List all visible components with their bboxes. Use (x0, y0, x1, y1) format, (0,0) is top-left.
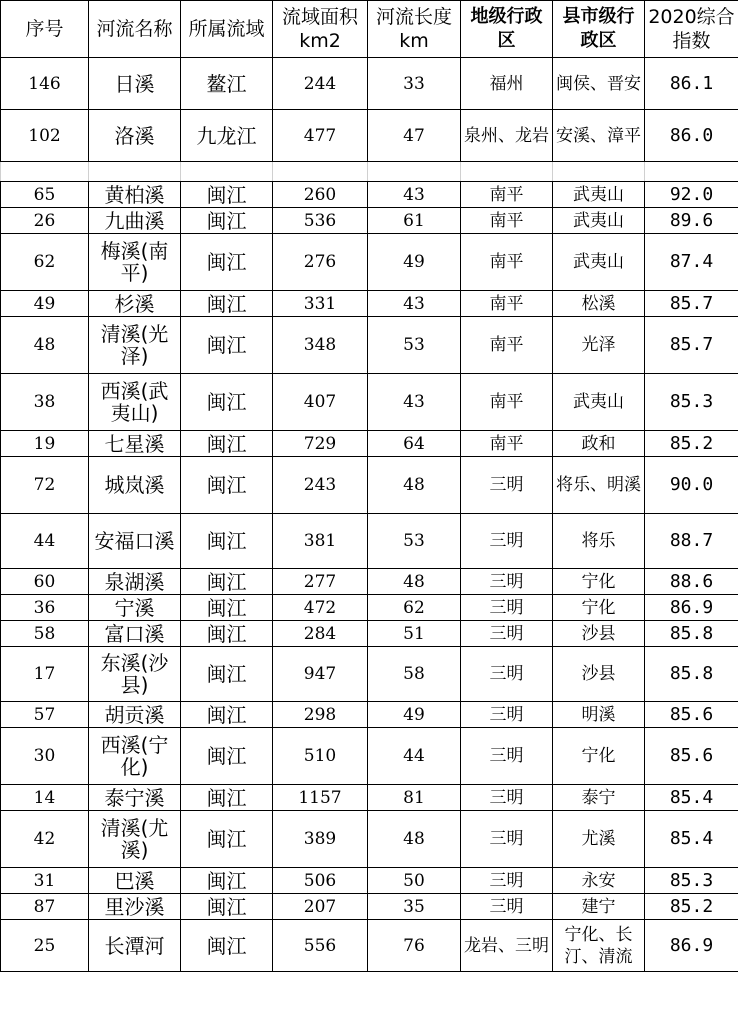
row-seq: 49 (1, 291, 89, 317)
header-length: 河流长度km (368, 1, 461, 58)
basin-cell: 闽江 (181, 868, 273, 894)
county-cell: 宁化、长汀、清流 (553, 920, 645, 972)
county-cell: 闽侯、晋安 (553, 58, 645, 110)
header-area: 流域面积km2 (273, 1, 368, 58)
county-cell: 武夷山 (553, 208, 645, 234)
river-name-cell: 富口溪 (89, 621, 181, 647)
row-seq: 65 (1, 182, 89, 208)
length-cell: 62 (368, 595, 461, 621)
row-seq: 44 (1, 514, 89, 569)
score-cell: 85.6 (645, 702, 738, 728)
score-cell: 85.3 (645, 868, 738, 894)
header-score: 2020综合指数 (645, 1, 738, 58)
basin-cell: 闽江 (181, 647, 273, 702)
area-cell: 510 (273, 728, 368, 785)
basin-cell: 闽江 (181, 621, 273, 647)
row-seq: 36 (1, 595, 89, 621)
header-river-name: 河流名称 (89, 1, 181, 58)
score-cell: 85.4 (645, 785, 738, 811)
county-cell: 将乐 (553, 514, 645, 569)
score-cell: 86.9 (645, 595, 738, 621)
area-cell: 298 (273, 702, 368, 728)
score-cell: 85.6 (645, 728, 738, 785)
prefecture-cell: 南平 (461, 431, 553, 457)
prefecture-cell: 福州 (461, 58, 553, 110)
area-cell: 207 (273, 894, 368, 920)
table-row (1, 920, 738, 972)
table-row (1, 702, 738, 728)
row-seq: 48 (1, 317, 89, 374)
length-cell: 51 (368, 621, 461, 647)
county-cell: 光泽 (553, 317, 645, 374)
header-basin: 所属流域 (181, 1, 273, 58)
river-name-cell: 杉溪 (89, 291, 181, 317)
row-seq: 146 (1, 58, 89, 110)
length-cell: 53 (368, 317, 461, 374)
score-cell: 85.2 (645, 894, 738, 920)
area-cell: 472 (273, 595, 368, 621)
river-name-cell: 清溪(光泽) (89, 317, 181, 374)
river-name-cell: 城岚溪 (89, 457, 181, 514)
basin-cell: 闽江 (181, 374, 273, 431)
table-row (1, 569, 738, 595)
score-cell: 86.1 (645, 58, 738, 110)
score-cell: 85.4 (645, 811, 738, 868)
prefecture-cell: 南平 (461, 182, 553, 208)
basin-cell: 闽江 (181, 291, 273, 317)
table-row (1, 291, 738, 317)
county-cell: 宁化 (553, 569, 645, 595)
header-seq: 序号 (1, 1, 89, 58)
river-name-cell: 梅溪(南平) (89, 234, 181, 291)
prefecture-cell: 三明 (461, 621, 553, 647)
county-cell: 尤溪 (553, 811, 645, 868)
score-cell: 92.0 (645, 182, 738, 208)
county-cell: 明溪 (553, 702, 645, 728)
river-name-cell: 九曲溪 (89, 208, 181, 234)
table-row (1, 811, 738, 868)
score-cell: 85.8 (645, 621, 738, 647)
county-cell: 宁化 (553, 595, 645, 621)
table-row (1, 595, 738, 621)
row-seq: 19 (1, 431, 89, 457)
river-name-cell: 安福口溪 (89, 514, 181, 569)
prefecture-cell: 南平 (461, 234, 553, 291)
area-cell: 389 (273, 811, 368, 868)
score-cell: 88.7 (645, 514, 738, 569)
prefecture-cell: 三明 (461, 894, 553, 920)
row-seq: 57 (1, 702, 89, 728)
length-cell: 33 (368, 58, 461, 110)
row-seq: 58 (1, 621, 89, 647)
river-name-cell: 七星溪 (89, 431, 181, 457)
prefecture-cell: 龙岩、三明 (461, 920, 553, 972)
table-row (1, 374, 738, 431)
row-seq: 31 (1, 868, 89, 894)
basin-cell: 闽江 (181, 182, 273, 208)
area-cell: 331 (273, 291, 368, 317)
prefecture-cell: 三明 (461, 514, 553, 569)
basin-cell: 闽江 (181, 317, 273, 374)
county-cell: 松溪 (553, 291, 645, 317)
score-cell: 85.3 (645, 374, 738, 431)
county-cell: 武夷山 (553, 182, 645, 208)
basin-cell: 闽江 (181, 728, 273, 785)
basin-cell: 鳌江 (181, 58, 273, 110)
score-cell: 85.7 (645, 291, 738, 317)
blank-cell (1, 162, 89, 182)
row-seq: 42 (1, 811, 89, 868)
river-name-cell: 清溪(尤溪) (89, 811, 181, 868)
river-name-cell: 泉湖溪 (89, 569, 181, 595)
basin-cell: 闽江 (181, 920, 273, 972)
table-row (1, 431, 738, 457)
area-cell: 536 (273, 208, 368, 234)
prefecture-cell: 泉州、龙岩 (461, 110, 553, 162)
area-cell: 348 (273, 317, 368, 374)
prefecture-cell: 南平 (461, 208, 553, 234)
area-cell: 506 (273, 868, 368, 894)
river-name-cell: 长潭河 (89, 920, 181, 972)
score-cell: 86.0 (645, 110, 738, 162)
score-cell: 86.9 (645, 920, 738, 972)
county-cell: 沙县 (553, 621, 645, 647)
prefecture-cell: 三明 (461, 785, 553, 811)
score-cell: 88.6 (645, 569, 738, 595)
county-cell: 将乐、明溪 (553, 457, 645, 514)
row-seq: 60 (1, 569, 89, 595)
length-cell: 48 (368, 811, 461, 868)
row-seq: 102 (1, 110, 89, 162)
row-seq: 17 (1, 647, 89, 702)
basin-cell: 闽江 (181, 785, 273, 811)
area-cell: 277 (273, 569, 368, 595)
header-county: 县市级行政区 (553, 1, 645, 58)
length-cell: 49 (368, 234, 461, 291)
prefecture-cell: 三明 (461, 811, 553, 868)
basin-cell: 闽江 (181, 457, 273, 514)
area-cell: 260 (273, 182, 368, 208)
area-cell: 276 (273, 234, 368, 291)
river-name-cell: 黄柏溪 (89, 182, 181, 208)
score-cell: 85.2 (645, 431, 738, 457)
table-row (1, 728, 738, 785)
score-cell: 90.0 (645, 457, 738, 514)
basin-cell: 闽江 (181, 894, 273, 920)
length-cell: 76 (368, 920, 461, 972)
length-cell: 61 (368, 208, 461, 234)
county-cell: 沙县 (553, 647, 645, 702)
river-name-cell: 日溪 (89, 58, 181, 110)
row-seq: 62 (1, 234, 89, 291)
area-cell: 381 (273, 514, 368, 569)
table-row (1, 894, 738, 920)
area-cell: 556 (273, 920, 368, 972)
prefecture-cell: 三明 (461, 595, 553, 621)
county-cell: 永安 (553, 868, 645, 894)
row-seq: 72 (1, 457, 89, 514)
area-cell: 407 (273, 374, 368, 431)
row-seq: 25 (1, 920, 89, 972)
blank-cell (368, 162, 461, 182)
table-row (1, 110, 738, 162)
length-cell: 48 (368, 457, 461, 514)
length-cell: 53 (368, 514, 461, 569)
prefecture-cell: 三明 (461, 457, 553, 514)
county-cell: 政和 (553, 431, 645, 457)
blank-cell (461, 162, 553, 182)
row-seq: 26 (1, 208, 89, 234)
length-cell: 64 (368, 431, 461, 457)
prefecture-cell: 南平 (461, 291, 553, 317)
length-cell: 48 (368, 569, 461, 595)
table-row (1, 457, 738, 514)
table-row (1, 58, 738, 110)
row-seq: 30 (1, 728, 89, 785)
header-prefecture: 地级行政区 (461, 1, 553, 58)
area-cell: 284 (273, 621, 368, 647)
blank-cell (273, 162, 368, 182)
prefecture-cell: 三明 (461, 728, 553, 785)
county-cell: 安溪、漳平 (553, 110, 645, 162)
basin-cell: 闽江 (181, 234, 273, 291)
river-name-cell: 胡贡溪 (89, 702, 181, 728)
row-seq: 14 (1, 785, 89, 811)
table-row (1, 182, 738, 208)
river-name-cell: 里沙溪 (89, 894, 181, 920)
prefecture-cell: 三明 (461, 702, 553, 728)
prefecture-cell: 南平 (461, 317, 553, 374)
basin-cell: 闽江 (181, 702, 273, 728)
header-row (1, 1, 738, 58)
basin-cell: 九龙江 (181, 110, 273, 162)
length-cell: 81 (368, 785, 461, 811)
score-cell: 87.4 (645, 234, 738, 291)
length-cell: 43 (368, 182, 461, 208)
row-seq: 87 (1, 894, 89, 920)
table-row (1, 621, 738, 647)
county-cell: 武夷山 (553, 234, 645, 291)
table-row (1, 514, 738, 569)
table-row (1, 317, 738, 374)
score-cell: 85.7 (645, 317, 738, 374)
area-cell: 1157 (273, 785, 368, 811)
blank-cell (553, 162, 645, 182)
area-cell: 244 (273, 58, 368, 110)
river-name-cell: 巴溪 (89, 868, 181, 894)
area-cell: 477 (273, 110, 368, 162)
prefecture-cell: 三明 (461, 569, 553, 595)
table-row (1, 785, 738, 811)
basin-cell: 闽江 (181, 595, 273, 621)
blank-cell (89, 162, 181, 182)
basin-cell: 闽江 (181, 208, 273, 234)
row-seq: 38 (1, 374, 89, 431)
area-cell: 243 (273, 457, 368, 514)
length-cell: 43 (368, 374, 461, 431)
river-name-cell: 洛溪 (89, 110, 181, 162)
prefecture-cell: 南平 (461, 374, 553, 431)
length-cell: 35 (368, 894, 461, 920)
blank-cell (645, 162, 738, 182)
table-row (1, 868, 738, 894)
table-row (1, 234, 738, 291)
basin-cell: 闽江 (181, 431, 273, 457)
table-body (1, 58, 738, 972)
river-name-cell: 西溪(宁化) (89, 728, 181, 785)
blank-row (1, 162, 738, 182)
length-cell: 47 (368, 110, 461, 162)
river-name-cell: 东溪(沙县) (89, 647, 181, 702)
score-cell: 89.6 (645, 208, 738, 234)
river-name-cell: 西溪(武夷山) (89, 374, 181, 431)
river-name-cell: 宁溪 (89, 595, 181, 621)
length-cell: 58 (368, 647, 461, 702)
length-cell: 44 (368, 728, 461, 785)
length-cell: 43 (368, 291, 461, 317)
area-cell: 947 (273, 647, 368, 702)
area-cell: 729 (273, 431, 368, 457)
river-name-cell: 泰宁溪 (89, 785, 181, 811)
prefecture-cell: 三明 (461, 647, 553, 702)
blank-cell (181, 162, 273, 182)
basin-cell: 闽江 (181, 811, 273, 868)
length-cell: 49 (368, 702, 461, 728)
table-row (1, 208, 738, 234)
county-cell: 建宁 (553, 894, 645, 920)
basin-cell: 闽江 (181, 569, 273, 595)
prefecture-cell: 三明 (461, 868, 553, 894)
county-cell: 泰宁 (553, 785, 645, 811)
basin-cell: 闽江 (181, 514, 273, 569)
county-cell: 武夷山 (553, 374, 645, 431)
county-cell: 宁化 (553, 728, 645, 785)
length-cell: 50 (368, 868, 461, 894)
table-row (1, 647, 738, 702)
score-cell: 85.8 (645, 647, 738, 702)
